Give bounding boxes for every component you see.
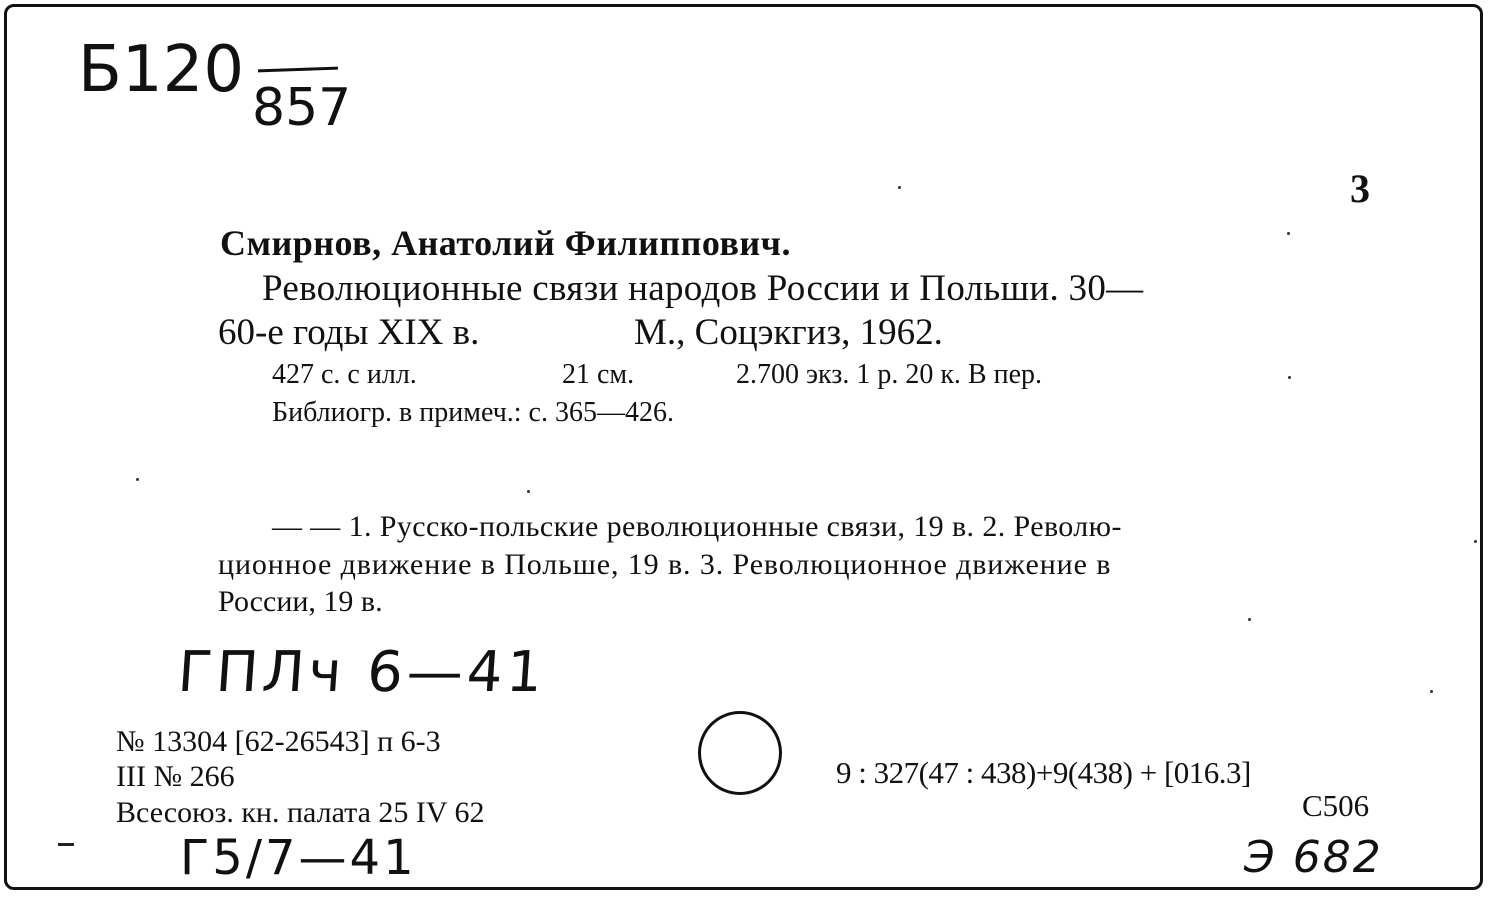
- speck: [527, 490, 530, 493]
- handwritten-location-mark-2: Г5/7—41: [180, 830, 417, 886]
- card-number: 3: [1350, 166, 1370, 211]
- subject-line-1: — — 1. Русско-польские революционные связи, 19 в. 2. Револю-: [272, 510, 1122, 543]
- edge-mark: [58, 843, 74, 846]
- bibliography-note: Библиогр. в примеч.: с. 365—426.: [272, 397, 674, 428]
- registration-line-2: III № 266: [116, 760, 235, 793]
- author-heading: Смирнов, Анатолий Филиппович.: [220, 223, 791, 263]
- imprint: М., Соцэкгиз, 1962.: [634, 312, 943, 353]
- speck: [1287, 232, 1290, 235]
- registration-line-1: № 13304 [62-26543] п 6-3: [116, 725, 441, 758]
- speck: [1248, 618, 1251, 621]
- speck: [898, 186, 901, 189]
- collation-copies: 2.700 экз. 1 р. 20 к. В пер.: [736, 359, 1043, 390]
- handwritten-inventory-mark: Э 682: [1244, 832, 1383, 883]
- subject-line-2: ционное движение в Польше, 19 в. 3. Революционное движение в: [218, 548, 1112, 581]
- subject-line-3: России, 19 в.: [218, 585, 383, 618]
- collation-pages: 427 с. с илл.: [272, 359, 417, 390]
- handwritten-location-mark-1: ГПЛч 6—41: [175, 640, 549, 705]
- speck: [1288, 376, 1291, 379]
- registration-line-3: Всесоюз. кн. палата 25 IV 62: [116, 796, 485, 829]
- punch-hole: [698, 711, 782, 795]
- title-line-1: Революционные связи народов России и Польши. 30—: [262, 268, 1144, 309]
- speck: [1430, 690, 1433, 693]
- title-line-2: 60-е годы XIX в.: [218, 312, 480, 353]
- collation-size: 21 см.: [562, 359, 635, 390]
- classification-index: 9 : 327(47 : 438)+9(438) + [016.3]: [836, 755, 1251, 790]
- handwritten-call-number: [78, 33, 245, 107]
- author-mark: С506: [1302, 788, 1370, 823]
- speck: [136, 478, 139, 481]
- call-number-main: Б120: [78, 33, 245, 107]
- call-number-sub: 857: [252, 78, 352, 138]
- speck: [1474, 540, 1477, 543]
